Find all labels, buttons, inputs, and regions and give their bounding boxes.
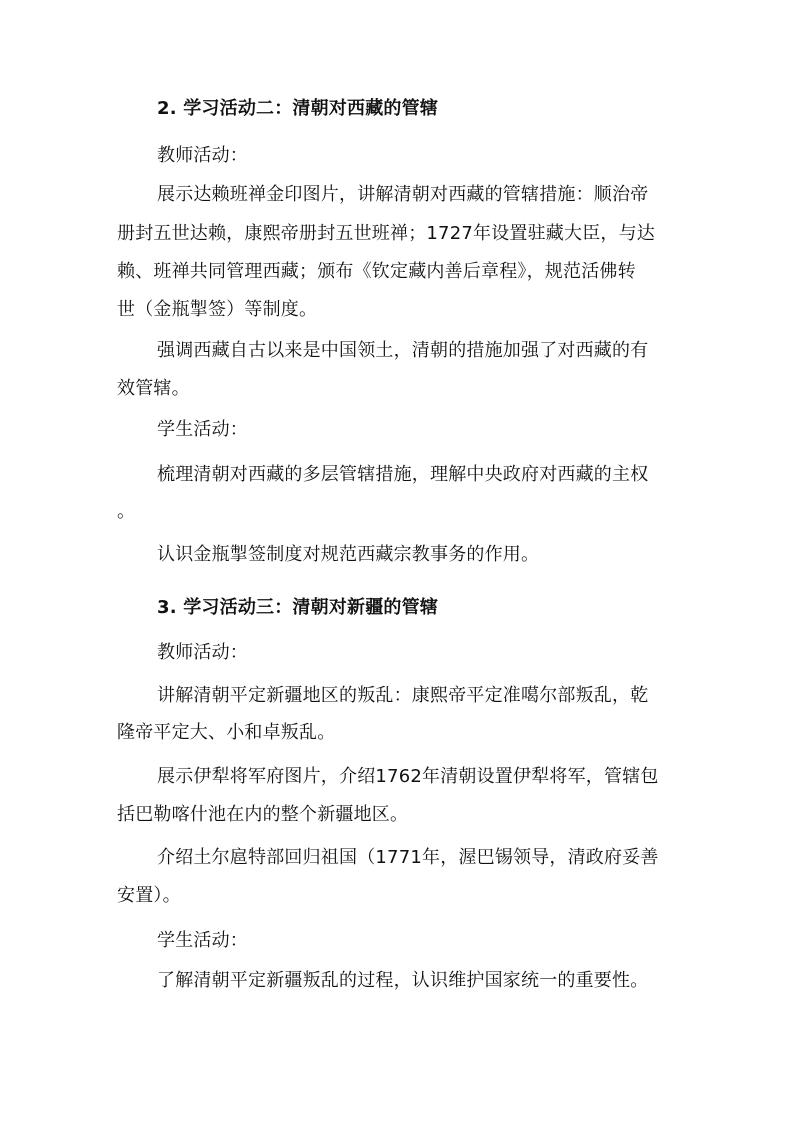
- teacher-text-line: 册封五世达赖，康熙帝册封五世班禅；1727年设置驻藏大臣，与达: [117, 223, 656, 244]
- section-heading: 2. 学习活动二：清朝对西藏的管辖: [157, 98, 439, 119]
- student-text-line: 梳理清朝对西藏的多层管辖措施，理解中央政府对西藏的主权: [157, 464, 649, 485]
- teacher-text-line: 展示达赖班禅金印图片，讲解清朝对西藏的管辖措施：顺治帝: [157, 184, 649, 205]
- student-text-line: 了解清朝平定新疆叛乱的过程，认识维护国家统一的重要性。: [157, 970, 649, 991]
- student-activity-label: 学生活动：: [157, 419, 248, 440]
- teacher-text-line: 世（金瓶掣签）等制度。: [117, 299, 318, 320]
- teacher-text-line: 讲解清朝平定新疆地区的叛乱：康熙帝平定准噶尔部叛乱，乾: [157, 685, 649, 706]
- teacher-activity-label: 教师活动：: [157, 145, 248, 166]
- teacher-text-line: 展示伊犁将军府图片，介绍1762年清朝设置伊犁将军，管辖包: [157, 766, 659, 787]
- teacher-text-line: 赖、班禅共同管理西藏；颁布《钦定藏内善后章程》，规范活佛转: [117, 261, 636, 282]
- teacher-text-line: 括巴勒喀什池在内的整个新疆地区。: [117, 804, 409, 825]
- student-activity-label: 学生活动：: [157, 930, 248, 951]
- student-text-line: 认识金瓶掣签制度对规范西藏宗教事务的作用。: [157, 544, 540, 565]
- teacher-activity-label: 教师活动：: [157, 642, 248, 663]
- teacher-text-line: 安置）。: [117, 885, 181, 906]
- teacher-text-line: 强调西藏自古以来是中国领土，清朝的措施加强了对西藏的有: [157, 340, 649, 361]
- section-heading: 3. 学习活动三：清朝对新疆的管辖: [157, 597, 439, 618]
- teacher-text-line: 介绍土尔扈特部回归祖国（1771年，渥巴锡领导，清政府妥善: [157, 847, 659, 868]
- teacher-text-line: 效管辖。: [117, 378, 190, 399]
- teacher-text-line: 隆帝平定大、小和卓叛乱。: [117, 722, 336, 743]
- student-text-line: 。: [117, 501, 136, 522]
